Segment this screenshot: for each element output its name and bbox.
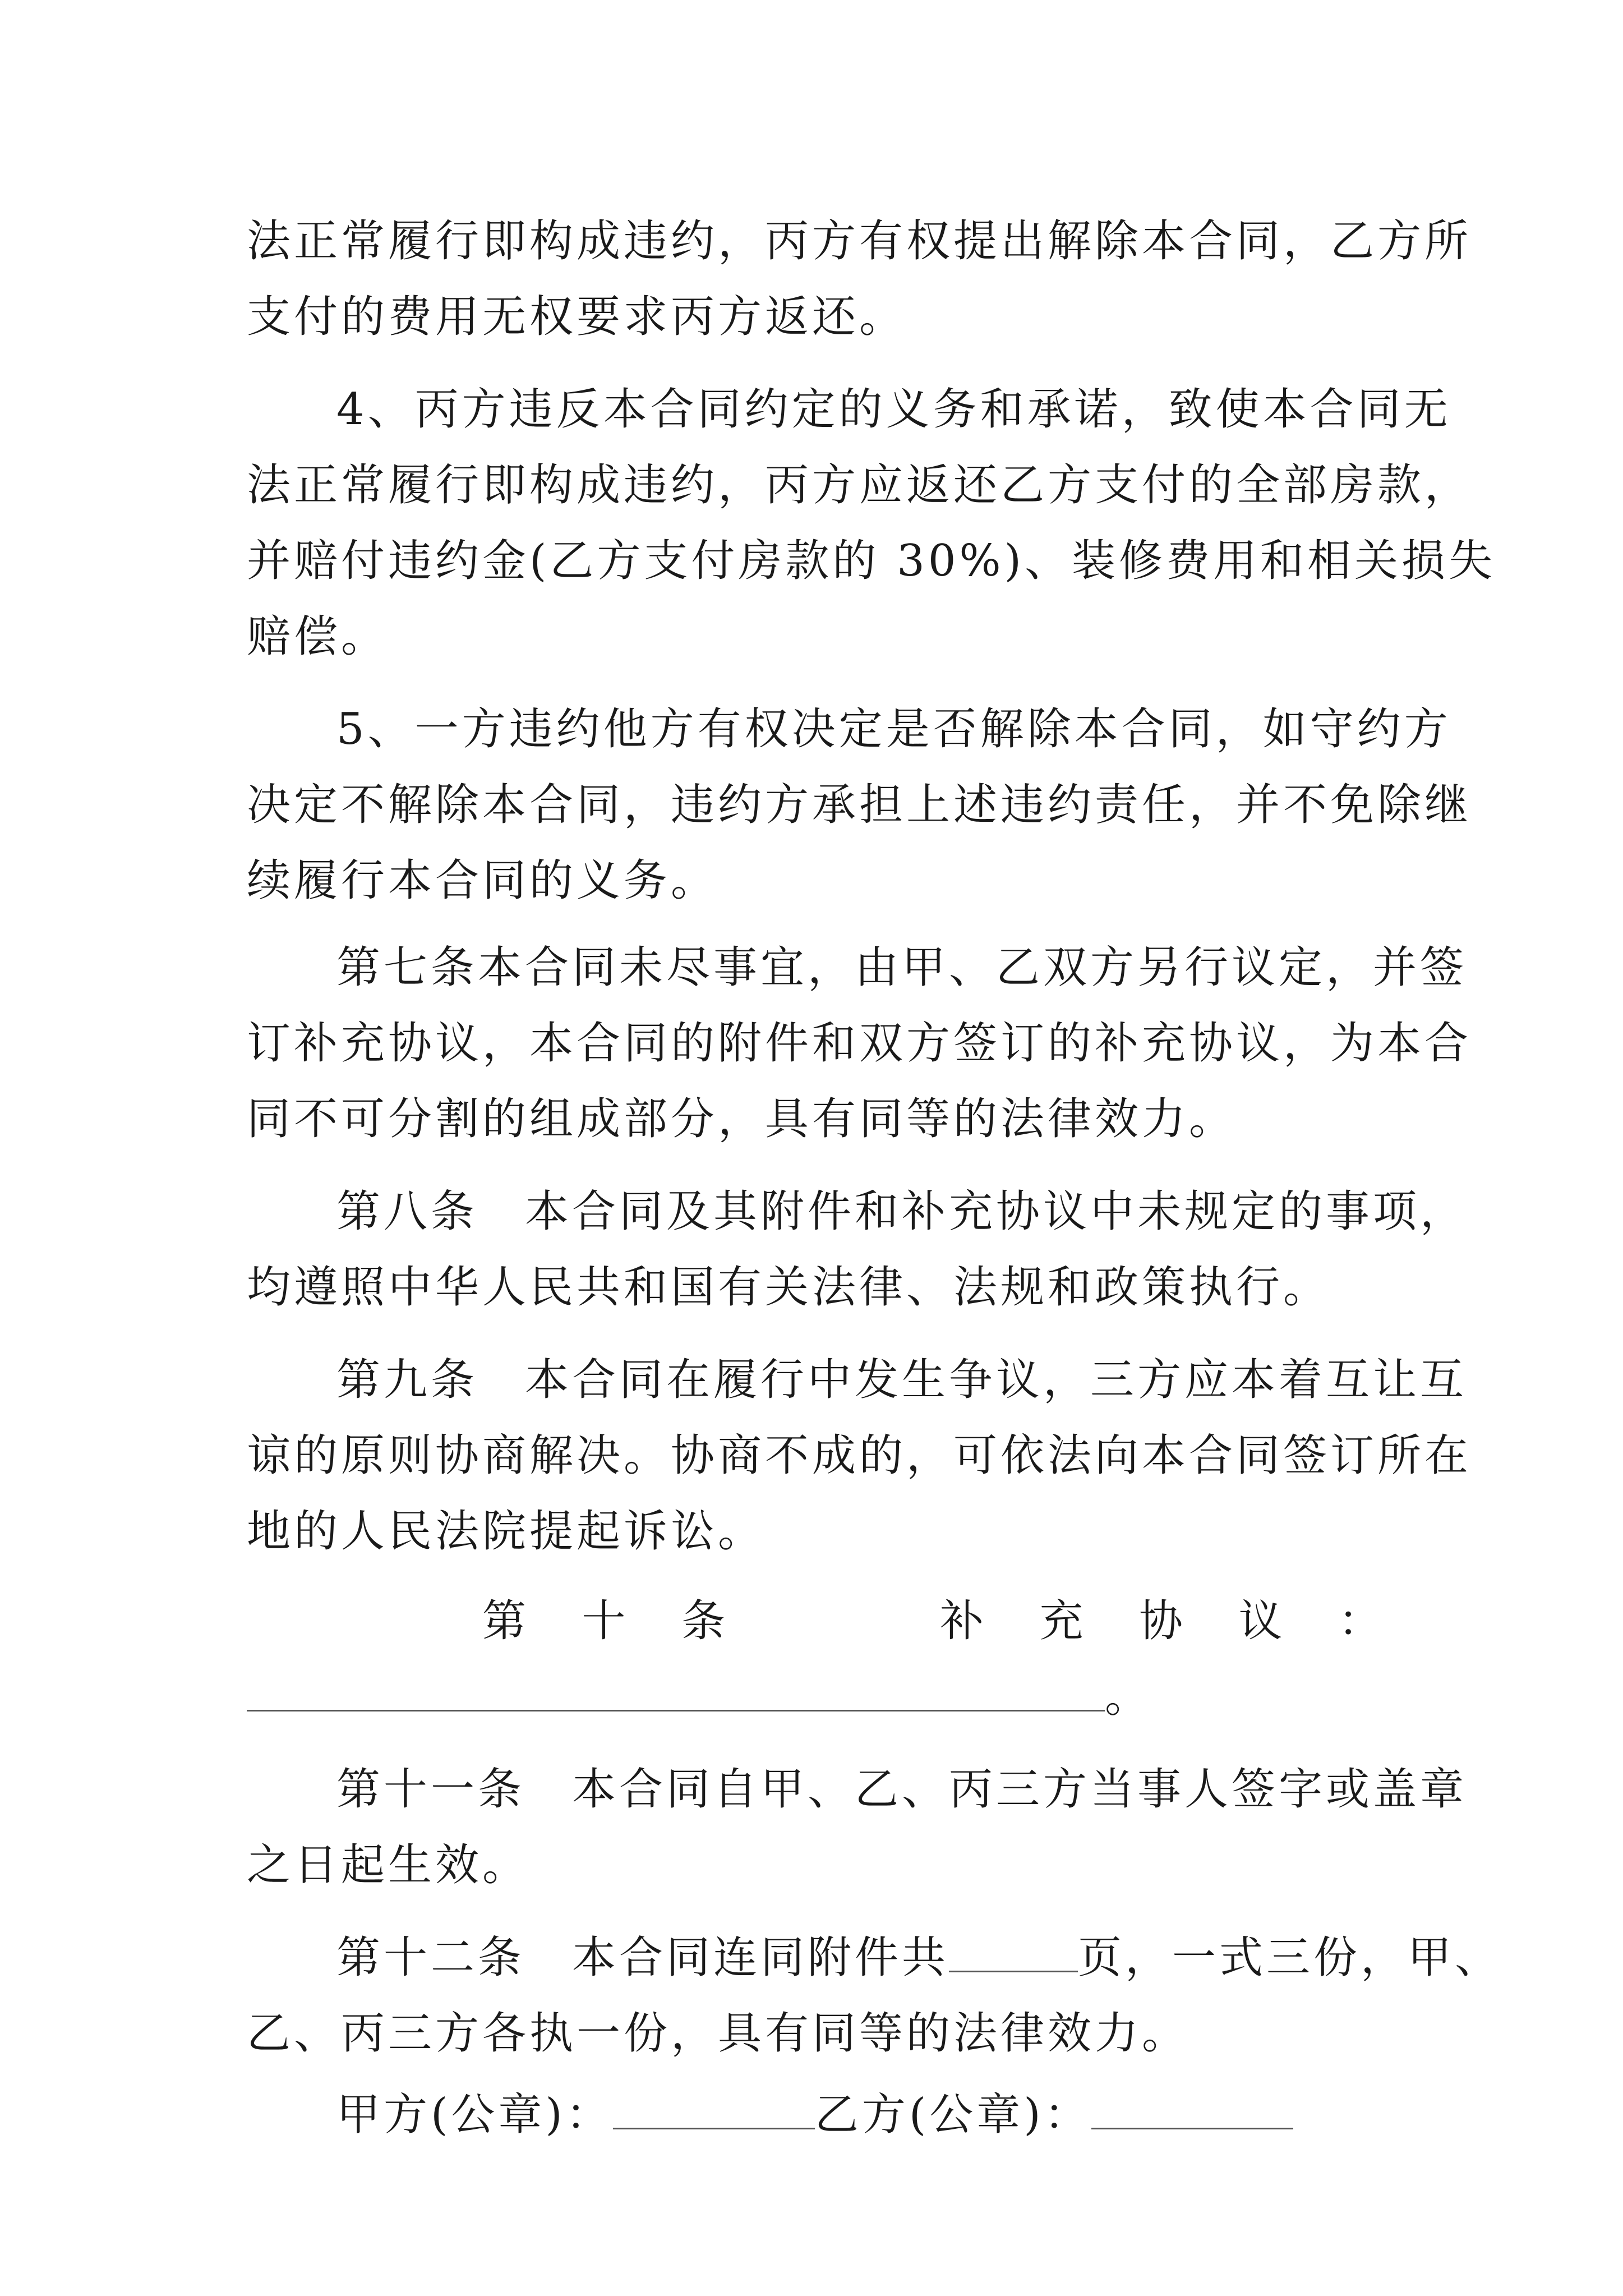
text-line: 4、丙方违反本合同约定的义务和承诺，致使本合同无 — [336, 384, 1451, 435]
text-line: 支付的费用无权要求丙方返还。 — [247, 292, 907, 342]
article-10-char: 十 — [582, 1596, 629, 1646]
article-10-char: ： — [1338, 1596, 1385, 1646]
text-line: 同不可分割的组成部分，具有同等的法律效力。 — [247, 1094, 1237, 1144]
text-line: 第八条 本合同及其附件和补充协议中未规定的事项， — [336, 1186, 1468, 1237]
article-12-text: 第十二条 本合同连同附件共 — [336, 1932, 949, 1983]
article-10-char: 议 — [1238, 1596, 1286, 1646]
text-line: 第七条本合同未尽事宜，由甲、乙双方另行议定，并签 — [336, 942, 1468, 993]
spacer — [781, 1588, 888, 1655]
party-b-seal-blank — [1091, 2095, 1293, 2129]
article-10-char: 条 — [681, 1596, 729, 1646]
party-a-label: 甲方(公章)： — [336, 2090, 613, 2140]
text-line: 乙、丙三方各执一份，具有同等的法律效力。 — [247, 2008, 1189, 2059]
text-line: 谅的原则协商解决。协商不成的，可依法向本合同签订所在 — [247, 1430, 1472, 1481]
text-line: 决定不解除本合同，违约方承担上述违约责任，并不免除继 — [247, 780, 1472, 830]
article-10-char: 充 — [1039, 1596, 1087, 1646]
article-12-line — [336, 1924, 1502, 1991]
text-line: 第九条 本合同在履行中发生争议，三方应本着互让互 — [336, 1355, 1468, 1405]
text-line: 续履行本合同的义务。 — [247, 855, 718, 906]
article-10-char: 第 — [482, 1596, 530, 1646]
article-10-heading — [482, 1588, 1385, 1655]
text-line: 之日起生效。 — [247, 1840, 530, 1890]
party-b-label: 乙方(公章)： — [814, 2090, 1091, 2140]
article-10-char: 补 — [939, 1596, 987, 1646]
text-line: 赔偿。 — [247, 611, 389, 662]
party-a-seal-blank — [613, 2095, 815, 2129]
text-line: 法正常履行即构成违约，丙方有权提出解除本合同，乙方所 — [247, 216, 1472, 266]
text-line: 均遵照中华人民共和国有关法律、法规和政策执行。 — [247, 1262, 1331, 1313]
full-stop: 。 — [1105, 1672, 1152, 1722]
article-10-fill-line — [247, 1663, 1152, 1731]
text-line: 5、一方违约他方有权决定是否解除本合同，如守约方 — [336, 704, 1451, 754]
text-line: 地的人民法院提起诉讼。 — [247, 1506, 766, 1557]
article-12-text: 页，一式三份，甲、 — [1078, 1932, 1502, 1983]
text-line: 法正常履行即构成违约，丙方应返还乙方支付的全部房款， — [247, 460, 1472, 510]
signature-line — [336, 2081, 1293, 2148]
page-count-blank — [949, 1938, 1078, 1972]
article-10-char: 协 — [1138, 1596, 1186, 1646]
text-line: 订补充协议，本合同的附件和双方签订的补充协议，为本合 — [247, 1018, 1472, 1069]
supplement-blank — [247, 1677, 1105, 1711]
text-line: 第十一条 本合同自甲、乙、丙三方当事人签字或盖章 — [336, 1764, 1468, 1815]
text-line: 并赔付违约金(乙方支付房款的 30%)、装修费用和相关损失 — [247, 536, 1496, 586]
